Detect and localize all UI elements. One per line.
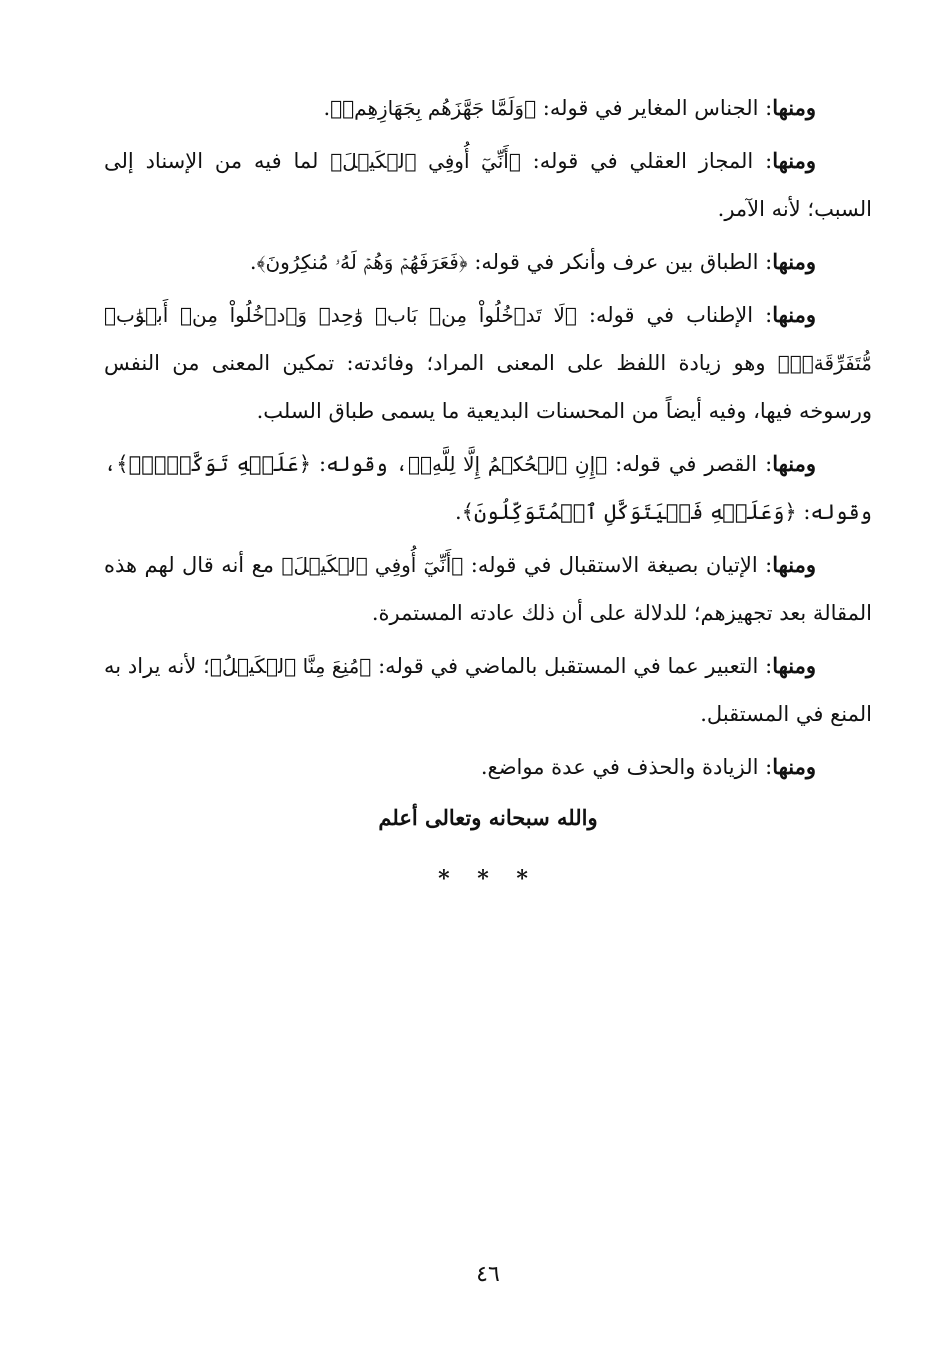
paragraph-text-continued: ، وقوله: ﴿عَلَيۡهِ تَوَكَّلۡتُۖ﴾، وقوله: ﴿وَعَلَيۡهِ فَلۡيَتَوَكَّلِ ٱلۡمُتَوَكِّلُونَ﴾. <box>104 452 872 524</box>
paragraph-text: : الجناس المغاير في قوله: <box>536 96 773 120</box>
quran-quote: ﴿أَنِّيٓ أُوفِي ٱلۡكَيۡلَ﴾ <box>330 149 521 173</box>
body-text <box>104 84 872 796</box>
paragraph-lead: ومنها <box>772 754 816 779</box>
paragraph-tabir <box>104 642 872 738</box>
paragraph-lead: ومنها <box>772 451 816 476</box>
page-number: ٤٦ <box>476 1262 500 1287</box>
paragraph-text-continued: وهو زيادة اللفظ على المعنى المراد؛ وفائدته: تمكين المعنى من النفس ورسوخه فيها، وفيه أيضاً من المحسنات البديعية ما يسمى طباق السلب. <box>104 351 872 423</box>
paragraph-text-continued: لما فيه من الإسناد إلى السبب؛ لأنه الآمر. <box>104 149 872 221</box>
paragraph-text-continued: . <box>323 96 331 120</box>
paragraph-text: : الزيادة والحذف في عدة مواضع. <box>480 755 773 779</box>
closing-line: والله سبحانه وتعالى أعلم <box>378 805 598 830</box>
paragraph-lead: ومنها <box>772 249 816 274</box>
paragraph-lead: ومنها <box>772 653 817 678</box>
quran-quote: ﴿لَا تَدۡخُلُواْ مِنۢ بَابٖ وَٰحِدٖ وَٱدۡخُلُواْ مِنۡ أَبۡوَٰبٖ مُّتَفَرِّقَةٖۖ﴾ <box>104 303 872 375</box>
quran-quote: ﴿فَعَرَفَهُمۡ وَهُمۡ لَهُۥ مُنكِرُونَ﴾ <box>256 250 468 274</box>
paragraph-text: : المجاز العقلي في قوله: <box>520 149 773 173</box>
paragraph-jinas <box>104 84 872 132</box>
paragraph-text-continued: مع أنه قال لهم هذه المقالة بعد تجهيزهم؛ للدلالة على أن ذلك عادته المستمرة. <box>104 553 872 625</box>
quran-quote: ﴿أَنِّيٓ أُوفِي ٱلۡكَيۡلَ﴾ <box>281 553 464 577</box>
paragraph-majaz <box>104 137 872 233</box>
paragraph-ziyada <box>104 743 872 791</box>
paragraph-lead: ومنها <box>772 302 817 327</box>
paragraph-text: : القصر في قوله: <box>607 452 773 476</box>
paragraph-text: : الطباق بين عرف وأنكر في قوله: <box>467 250 773 274</box>
paragraph-text: : التعبير عما في المستقبل بالماضي في قوله: <box>371 654 773 678</box>
paragraph-istiqbal <box>104 541 872 637</box>
paragraph-text: : الإطناب في قوله: <box>576 303 773 327</box>
section-divider: * * * <box>438 866 538 892</box>
paragraph-itnab <box>104 291 872 435</box>
paragraph-lead: ومنها <box>772 95 816 120</box>
quran-quote: ﴿وَلَمَّا جَهَّزَهُم بِجَهَازِهِمۡ﴾ <box>330 96 537 120</box>
paragraph-tibaq <box>104 238 872 286</box>
quran-quote: ﴿إِنِ ٱلۡحُكۡمُ إِلَّا لِلَّهِۖ﴾ <box>407 452 608 476</box>
paragraph-text: : الإتيان بصيغة الاستقبال في قوله: <box>463 553 773 577</box>
paragraph-lead: ومنها <box>772 552 816 577</box>
paragraph-text-continued: ؛ لأنه يراد به المنع في المستقبل. <box>104 654 872 726</box>
paragraph-lead: ومنها <box>772 148 816 173</box>
paragraph-qasr <box>104 440 872 536</box>
quran-quote: ﴿مُنِعَ مِنَّا ٱلۡكَيۡلُ﴾ <box>209 654 372 678</box>
paragraph-text-continued: . <box>249 250 257 274</box>
